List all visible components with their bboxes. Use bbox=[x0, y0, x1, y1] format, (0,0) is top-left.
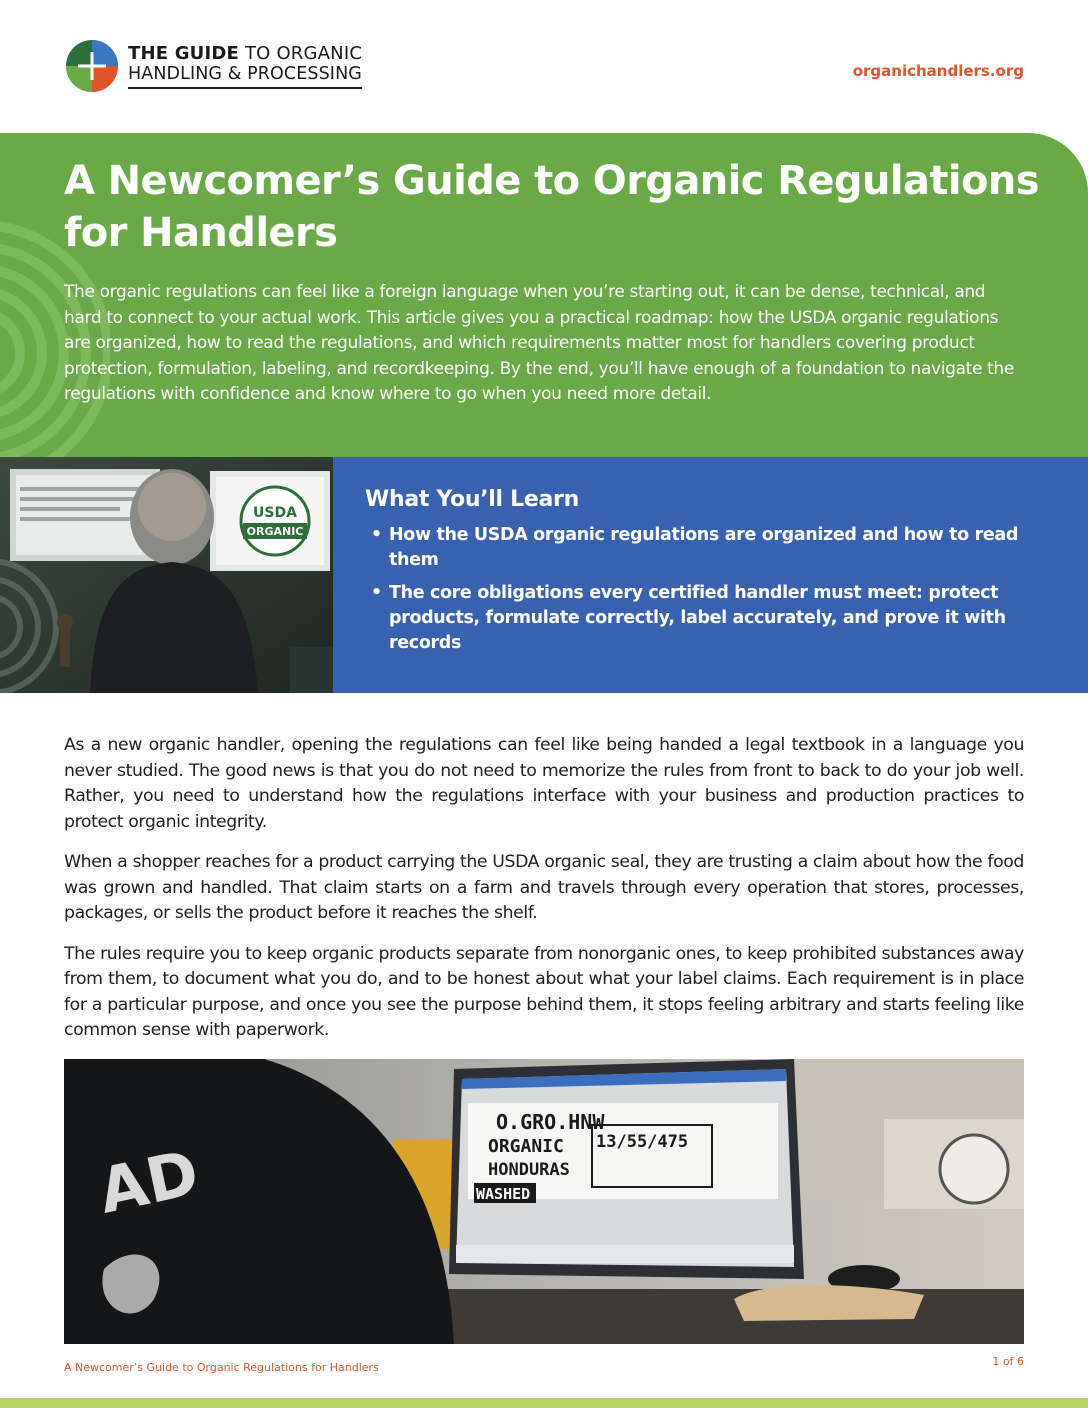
list-item: • How the USDA organic regulations are organized and how to read them bbox=[371, 525, 1019, 570]
logo-text bbox=[128, 44, 362, 89]
intro-paragraph: The organic regulations can feel like a foreign language when you’re starting out, it can be dense, technical, and hard to connect to your actual work. This article gives you a practical roadmap: how the USDA organic regulations are organized, how to read the regulations, and which requirements matter most for handlers covering product protection, formulation, labeling, and recordkeeping. By the end, you’ll have enough of a foundation to navigate the regulations with confidence and know where to go when you need more detail. bbox=[64, 282, 1014, 404]
body-paragraph: When a shopper reaches for a product carrying the USDA organic seal, they are trusting a claim about how the food was grown and handled. That claim starts on a farm and travels through every operation that stores, processes, packages, or sells the product before it reaches the shelf. bbox=[64, 852, 1024, 923]
logo-line1: THE GUIDE TO ORGANIC bbox=[128, 42, 363, 64]
office-photo bbox=[0, 457, 333, 693]
usda-seal-top: USDA bbox=[253, 505, 297, 521]
hero-banner bbox=[0, 133, 1088, 457]
logo-line2: HANDLING & PROCESSING bbox=[128, 64, 362, 89]
article-body bbox=[64, 733, 1024, 1059]
learn-list bbox=[365, 523, 1045, 664]
screen-line-1: O.GRO.HNW bbox=[496, 1110, 605, 1134]
footer-bar bbox=[0, 1398, 1088, 1408]
screen-line-2: ORGANIC bbox=[488, 1136, 564, 1157]
bullet-icon: • bbox=[371, 583, 382, 603]
footer-title: A Newcomer’s Guide to Organic Regulations for Handlers bbox=[64, 1361, 379, 1374]
site-url-link[interactable]: organichandlers.org bbox=[852, 62, 1024, 80]
screen-code: 13/55/475 bbox=[596, 1132, 689, 1152]
bullet-icon: • bbox=[371, 525, 382, 545]
body-paragraph: As a new organic handler, opening the regulations can feel like being handed a legal textbook in a language you never studied. The good news is that you do not need to memorize the rules from front to back to do your job well. Rather, you need to understand how the regulations interface with your business and production practices to protect organic integrity. bbox=[64, 735, 1024, 832]
screen-line-4: WASHED bbox=[476, 1185, 531, 1203]
logo-mark-icon bbox=[64, 38, 120, 94]
logo[interactable] bbox=[64, 38, 362, 94]
page-title: A Newcomer’s Guide to Organic Regulations for Handlers bbox=[64, 158, 1039, 256]
screen-line-3: HONDURAS bbox=[488, 1160, 570, 1180]
body-paragraph: The rules require you to keep organic products separate from nonorganic ones, to keep prohibited substances away from them, to document what you do, and to be honest about what your label claims. Each requirement is in place for a particular purpose, and once you see the purpose behind them, it stops feeling arbitrary and starts feeling like common sense with paperwork. bbox=[64, 943, 1024, 1040]
learn-title: What You’ll Learn bbox=[365, 487, 579, 512]
page-number: 1 of 6 bbox=[992, 1355, 1024, 1368]
learn-box bbox=[333, 457, 1088, 693]
list-item: • The core obligations every certified handler must meet: protect products, formulate correctly, label accurately, and prove it with records bbox=[371, 583, 1006, 653]
usda-seal-bottom: ORGANIC bbox=[246, 525, 304, 538]
laptop-photo bbox=[64, 1059, 1024, 1344]
shirt-print: AD bbox=[92, 1135, 205, 1228]
